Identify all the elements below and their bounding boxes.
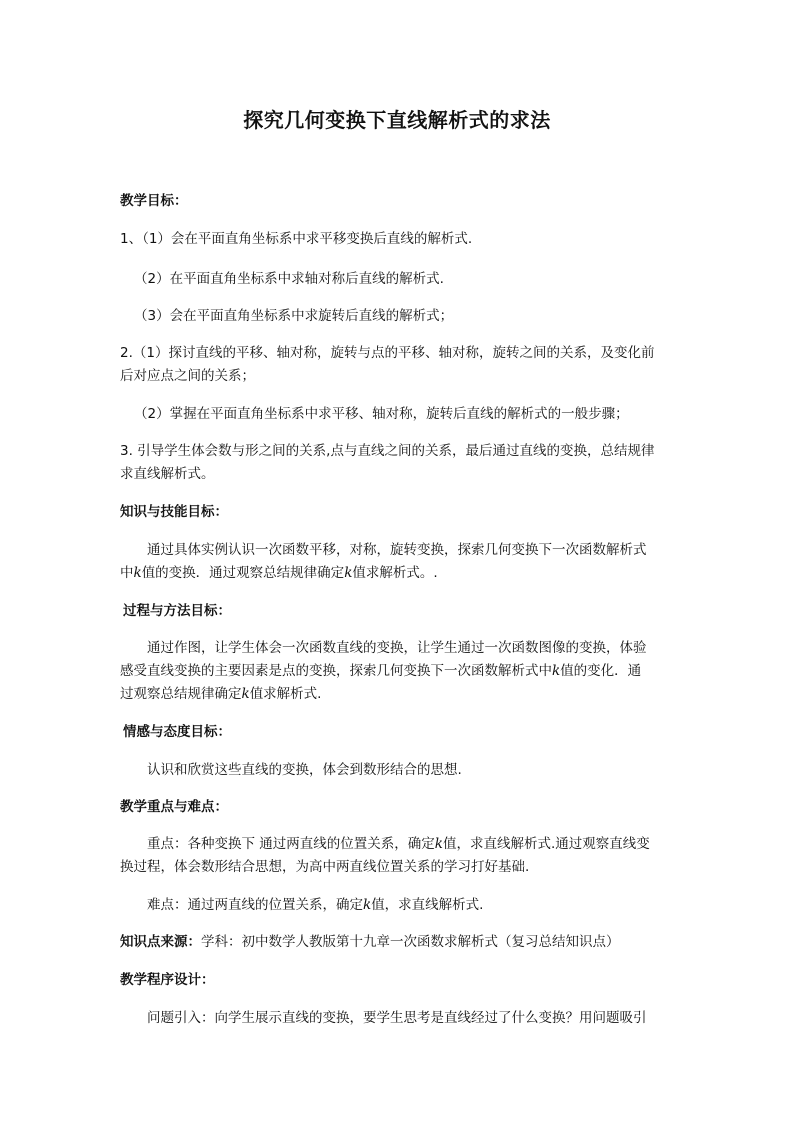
keypoints-line3: 难点：通过两直线的位置关系，确定k值，求直线解析式. — [147, 897, 484, 913]
objective-2-1-line1: 2.（1）探讨直线的平移、轴对称，旋转与点的平移、轴对称，旋转之间的关系，及变化前 — [120, 345, 655, 361]
keypoints-line2: 换过程，体会数形结合思想，为高中两直线位置关系的学习打好基础. — [120, 859, 530, 875]
document-title: 探究几何变换下直线解析式的求法 — [243, 108, 551, 132]
objective-1-1: 1、（1）会在平面直角坐标系中求平移变换后直线的解析式. — [120, 231, 473, 247]
process-line3: 过观察总结规律确定k值求解析式. — [120, 686, 322, 702]
process-heading: 过程与方法目标： — [123, 603, 231, 619]
process-line1: 通过作图，让学生体会一次函数直线的变换，让学生通过一次函数图像的变换，体验 — [147, 640, 647, 656]
objective-1-2: （2）在平面直角坐标系中求轴对称后直线的解析式. — [134, 271, 444, 287]
source-line: 知识点来源：学科：初中数学人教版第十九章一次函数求解析式（复习总结知识点） — [120, 934, 620, 950]
emotion-heading: 情感与态度目标： — [123, 724, 231, 740]
objective-1-3: （3）会在平面直角坐标系中求旋转后直线的解析式； — [134, 308, 454, 324]
objective-2-2: （2）掌握在平面直角坐标系中求平移、轴对称，旋转后直线的解析式的一般步骤； — [134, 406, 629, 422]
knowledge-line2: 中k值的变换．通过观察总结规律确定k值求解析式。. — [120, 565, 438, 581]
design-line1: 问题引入：向学生展示直线的变换，要学生思考是直线经过了什么变换？用问题吸引 — [147, 1010, 647, 1026]
design-heading: 教学程序设计： — [120, 972, 215, 988]
emotion-line1: 认识和欣赏这些直线的变换，体会到数形结合的思想. — [147, 762, 462, 778]
knowledge-line1: 通过具体实例认识一次函数平移，对称，旋转变换，探索几何变换下一次函数解析式 — [147, 542, 647, 558]
objectives-heading: 教学目标： — [120, 193, 188, 209]
knowledge-heading: 知识与技能目标： — [120, 504, 228, 520]
objective-3-line1: 3. 引导学生体会数与形之间的关系,点与直线之间的关系，最后通过直线的变换，总结规律 — [120, 443, 655, 459]
keypoints-line1: 重点：各种变换下 通过两直线的位置关系，确定k值，求直线解析式.通过观察直线变 — [147, 836, 650, 852]
objective-2-1-line2: 后对应点之间的关系； — [120, 368, 255, 384]
keypoints-heading: 教学重点与难点： — [120, 799, 228, 815]
process-line2: 感受直线变换的主要因素是点的变换，探索几何变换下一次函数解析式中k值的变化．通 — [120, 663, 642, 679]
objective-3-line2: 求直线解析式。 — [120, 466, 215, 482]
